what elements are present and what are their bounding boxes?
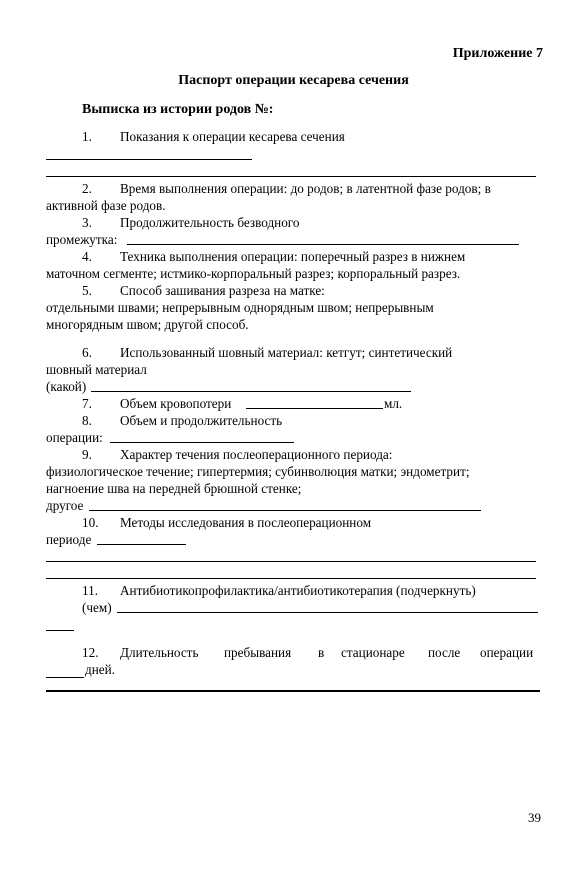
item-1-text: Показания к операции кесарева сечения	[120, 129, 345, 144]
item-11-text-b: (чем)	[82, 600, 112, 615]
closing-rule	[46, 690, 540, 692]
item-10-text-a: Методы исследования в послеоперационном	[120, 515, 372, 530]
item-3-text-b: промежутка:	[46, 232, 118, 247]
item-9-text-c: нагноение шва на передней брюшной стенке;	[46, 481, 302, 496]
item-9-number: 9.	[82, 447, 92, 462]
item-2-number: 2.	[82, 181, 92, 196]
item-3-answer-line	[127, 244, 519, 245]
item-9-answer-line	[89, 510, 481, 511]
item-12-word-1: Длительность	[120, 645, 199, 660]
item-8-answer-line	[110, 442, 294, 443]
item-3-text-a: Продолжительность безводного	[120, 215, 300, 230]
item-7-unit: мл.	[384, 396, 403, 411]
item-9-text-d: другое	[46, 498, 84, 513]
item-12-answer-line	[46, 677, 84, 678]
item-1-answer-line-2	[46, 176, 536, 177]
item-12-word-5: после	[428, 645, 461, 660]
item-12-word-2: пребывания	[224, 645, 292, 660]
item-2-text-a: Время выполнения операции: до родов; в латентной фазе родов; в	[120, 181, 491, 196]
item-6-number: 6.	[82, 345, 92, 360]
item-9-text-b: физиологическое течение; гипертермия; субинволюция матки; эндометрит;	[46, 464, 470, 479]
page-number: 39	[528, 810, 541, 825]
item-12-word-6: операции	[480, 645, 534, 660]
item-4-number: 4.	[82, 249, 92, 264]
item-10-answer-line-1	[97, 544, 186, 545]
item-7-answer-line	[246, 408, 383, 409]
item-10-number: 10.	[82, 515, 99, 530]
item-12-text-b: дней.	[85, 662, 115, 677]
item-2-text-b: активной фазе родов.	[46, 198, 166, 213]
item-5-text-a: Способ зашивания разреза на матке:	[120, 283, 325, 298]
item-8-number: 8.	[82, 413, 92, 428]
item-9-text-a: Характер течения послеоперационного периода:	[120, 447, 393, 462]
item-7-number: 7.	[82, 396, 92, 411]
item-8-text-a: Объем и продолжительность	[120, 413, 283, 428]
item-5-text-c: многорядным швом; другой способ.	[46, 317, 249, 332]
item-4-text-b: маточном сегменте; истмико-корпоральный разрез; корпоральный разрез.	[46, 266, 461, 281]
item-10-answer-line-2	[46, 561, 536, 562]
item-11-answer-line-2	[46, 630, 74, 631]
item-10-text-b: периоде	[46, 532, 92, 547]
item-11-number: 11.	[82, 583, 98, 598]
item-8-text-b: операции:	[46, 430, 103, 445]
document-title: Паспорт операции кесарева сечения	[178, 73, 409, 88]
item-12-word-4: стационаре	[341, 645, 405, 660]
item-5-number: 5.	[82, 283, 92, 298]
item-1-answer-line-1	[46, 159, 252, 160]
item-6-text-a: Использованный шовный материал: кетгут; синтетический	[120, 345, 453, 360]
item-1-number: 1.	[82, 129, 92, 144]
item-7-text-a: Объем кровопотери	[120, 396, 232, 411]
item-12-word-3: в	[318, 645, 325, 660]
item-11-answer-line-1	[117, 612, 538, 613]
item-12-number: 12.	[82, 645, 99, 660]
item-11-text-a: Антибиотикопрофилактика/антибиотикотерапия (подчеркнуть)	[120, 583, 476, 598]
item-6-answer-line	[91, 391, 411, 392]
item-5-text-b: отдельными швами; непрерывным однорядным швом; непрерывным	[46, 300, 434, 315]
item-6-text-c: (какой)	[46, 379, 87, 394]
appendix-label: Приложение 7	[452, 46, 543, 61]
item-6-text-b: шовный материал	[46, 362, 147, 377]
item-3-number: 3.	[82, 215, 92, 230]
item-4-text-a: Техника выполнения операции: поперечный разрез в нижнем	[120, 249, 466, 264]
extract-heading: Выписка из истории родов №:	[82, 102, 274, 117]
item-10-answer-line-3	[46, 578, 536, 579]
